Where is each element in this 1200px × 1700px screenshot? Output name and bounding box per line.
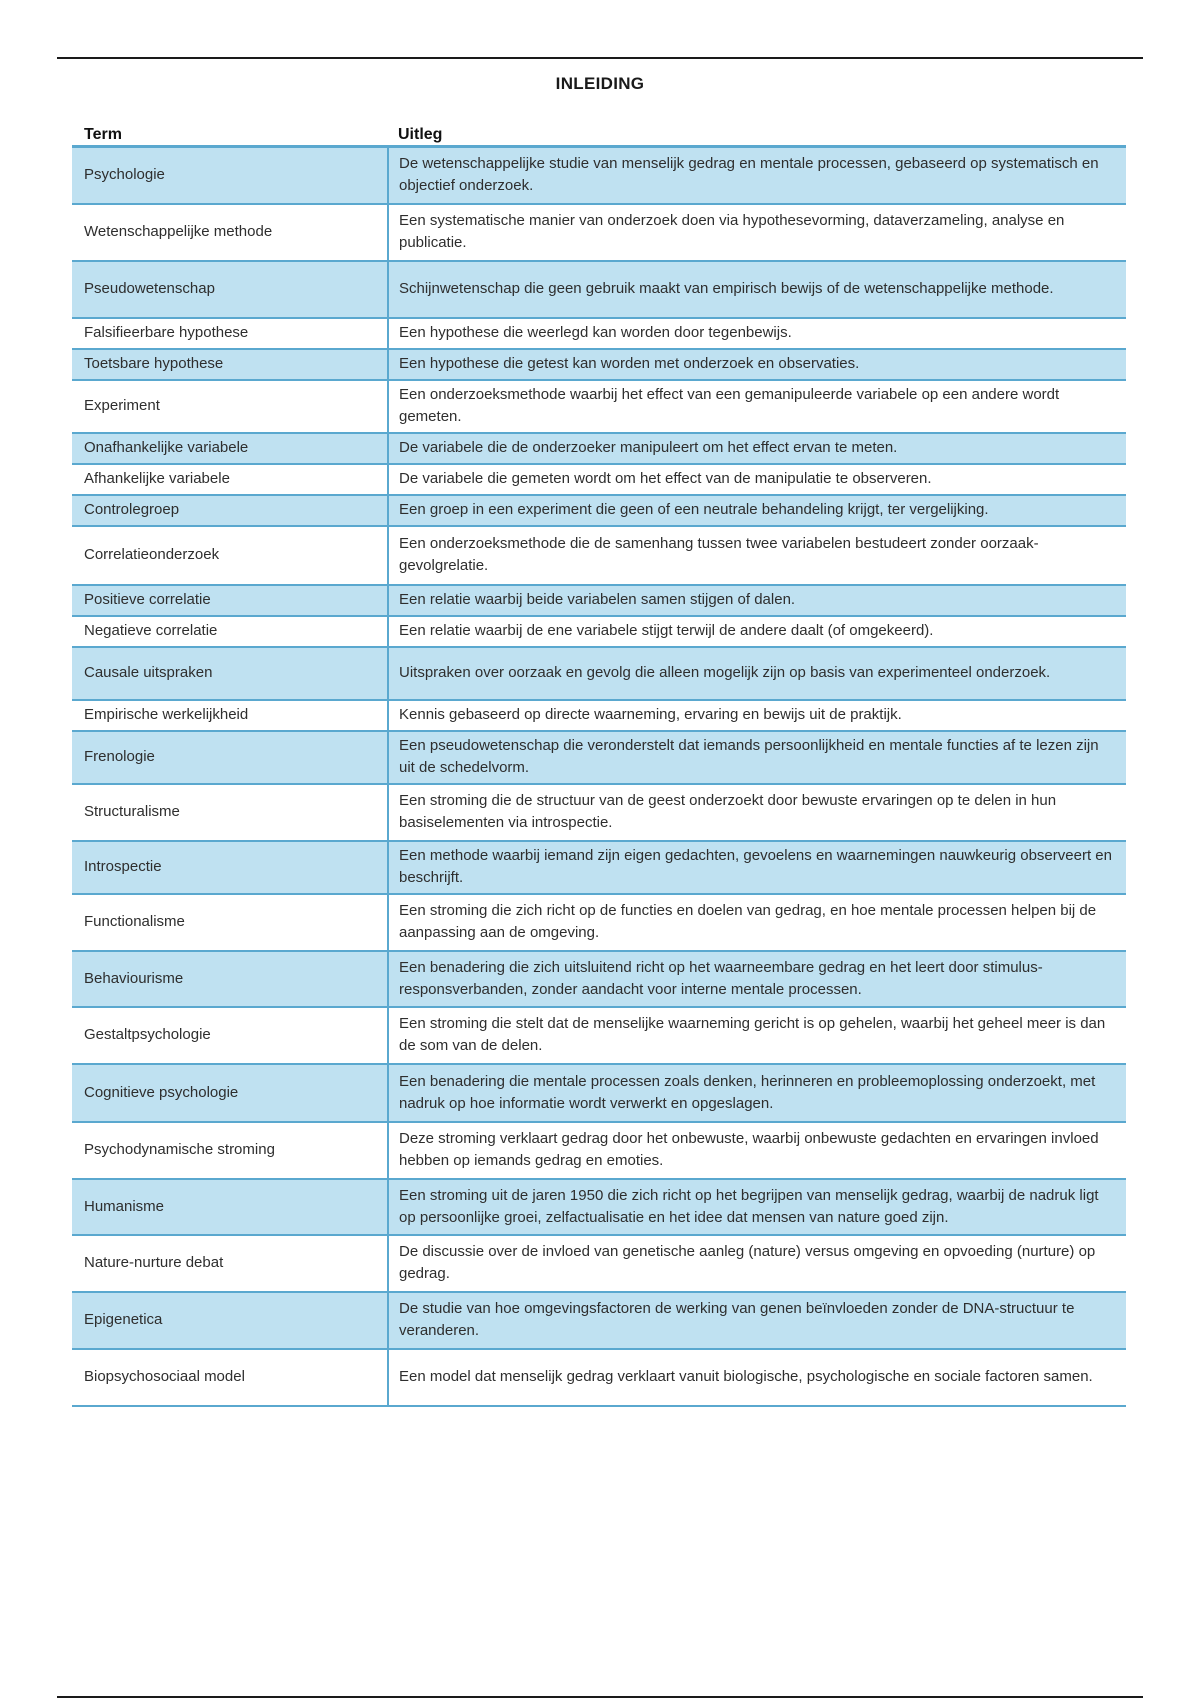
definition-cell: Een model dat menselijk gedrag verklaart vanuit biologische, psychologische en sociale factoren samen. — [388, 1349, 1126, 1406]
definition-cell: De wetenschappelijke studie van menselijk gedrag en mentale processen, gebaseerd op systematisch en objectief onderzoek. — [388, 147, 1126, 204]
definition-cell: De studie van hoe omgevingsfactoren de werking van genen beïnvloeden zonder de DNA-structuur te veranderen. — [388, 1292, 1126, 1349]
table-row — [72, 433, 1126, 464]
top-rule — [57, 57, 1143, 59]
term-cell: Causale uitspraken — [72, 647, 388, 700]
definition-cell: Een pseudowetenschap die veronderstelt dat iemands persoonlijkheid en mentale functies af te lezen zijn uit de schedelvorm. — [388, 731, 1126, 784]
table-row — [72, 349, 1126, 380]
term-cell: Structuralisme — [72, 784, 388, 841]
table-row — [72, 700, 1126, 731]
definition-cell: Een hypothese die weerlegd kan worden door tegenbewijs. — [388, 318, 1126, 349]
definition-cell: Een stroming die stelt dat de menselijke waarneming gericht is op gehelen, waarbij het geheel meer is dan de som van de delen. — [388, 1007, 1126, 1064]
term-cell: Controlegroep — [72, 495, 388, 526]
table-row — [72, 147, 1126, 204]
definition-cell: Een groep in een experiment die geen of een neutrale behandeling krijgt, ter vergelijking. — [388, 495, 1126, 526]
table-header-row — [72, 120, 1126, 147]
definition-cell: Uitspraken over oorzaak en gevolg die alleen mogelijk zijn op basis van experimenteel onderzoek. — [388, 647, 1126, 700]
table-row — [72, 841, 1126, 894]
table-row — [72, 585, 1126, 616]
definition-cell: Een methode waarbij iemand zijn eigen gedachten, gevoelens en waarnemingen nauwkeurig observeert en beschrijft. — [388, 841, 1126, 894]
definition-cell: Een benadering die mentale processen zoals denken, herinneren en probleemoplossing onderzoekt, met nadruk op hoe informatie wordt verwerkt en opgeslagen. — [388, 1064, 1126, 1122]
table-row — [72, 526, 1126, 585]
term-cell: Empirische werkelijkheid — [72, 700, 388, 731]
definition-cell: De discussie over de invloed van genetische aanleg (nature) versus omgeving en opvoeding (nurture) op gedrag. — [388, 1235, 1126, 1292]
table-row — [72, 731, 1126, 784]
bottom-rule — [57, 1696, 1143, 1698]
definition-cell: De variabele die gemeten wordt om het effect van de manipulatie te observeren. — [388, 464, 1126, 495]
table-row — [72, 1179, 1126, 1235]
definition-cell: Deze stroming verklaart gedrag door het onbewuste, waarbij onbewuste gedachten en ervaringen invloed hebben op iemands gedrag en emoties. — [388, 1122, 1126, 1179]
table-row — [72, 380, 1126, 433]
term-cell: Onafhankelijke variabele — [72, 433, 388, 464]
term-cell: Nature-nurture debat — [72, 1235, 388, 1292]
term-cell: Experiment — [72, 380, 388, 433]
definition-cell: Een benadering die zich uitsluitend richt op het waarneembare gedrag en het leert door stimulus-responsverbanden, zonder aandacht voor interne mentale processen. — [388, 951, 1126, 1007]
term-cell: Toetsbare hypothese — [72, 349, 388, 380]
table-row — [72, 318, 1126, 349]
table-row — [72, 616, 1126, 647]
term-cell: Afhankelijke variabele — [72, 464, 388, 495]
table-row — [72, 1349, 1126, 1406]
definition-cell: De variabele die de onderzoeker manipuleert om het effect ervan te meten. — [388, 433, 1126, 464]
definition-cell: Een relatie waarbij beide variabelen samen stijgen of dalen. — [388, 585, 1126, 616]
page-title: INLEIDING — [555, 74, 645, 93]
term-cell: Positieve correlatie — [72, 585, 388, 616]
term-cell: Functionalisme — [72, 894, 388, 951]
definition-cell: Een systematische manier van onderzoek doen via hypothesevorming, dataverzameling, analyse en publicatie. — [388, 204, 1126, 261]
table-row — [72, 464, 1126, 495]
definition-cell: Een stroming die zich richt op de functies en doelen van gedrag, en hoe mentale processen helpen bij de aanpassing aan de omgeving. — [388, 894, 1126, 951]
term-cell: Negatieve correlatie — [72, 616, 388, 647]
glossary-body — [72, 147, 1126, 1406]
term-cell: Frenologie — [72, 731, 388, 784]
term-cell: Cognitieve psychologie — [72, 1064, 388, 1122]
table-row — [72, 1007, 1126, 1064]
table-row — [72, 261, 1126, 318]
term-cell: Gestaltpsychologie — [72, 1007, 388, 1064]
table-row — [72, 951, 1126, 1007]
definition-cell: Een onderzoeksmethode waarbij het effect van een gemanipuleerde variabele op een andere wordt gemeten. — [388, 380, 1126, 433]
term-cell: Psychologie — [72, 147, 388, 204]
definition-cell: Schijnwetenschap die geen gebruik maakt van empirisch bewijs of de wetenschappelijke methode. — [388, 261, 1126, 318]
term-cell: Biopsychosociaal model — [72, 1349, 388, 1406]
definition-cell: Een hypothese die getest kan worden met onderzoek en observaties. — [388, 349, 1126, 380]
table-row — [72, 1122, 1126, 1179]
term-cell: Wetenschappelijke methode — [72, 204, 388, 261]
term-cell: Epigenetica — [72, 1292, 388, 1349]
term-cell: Behaviourisme — [72, 951, 388, 1007]
term-cell: Pseudowetenschap — [72, 261, 388, 318]
table-row — [72, 204, 1126, 261]
term-cell: Falsifieerbare hypothese — [72, 318, 388, 349]
table-row — [72, 1292, 1126, 1349]
term-cell: Correlatieonderzoek — [72, 526, 388, 585]
term-cell: Introspectie — [72, 841, 388, 894]
table-row — [72, 784, 1126, 841]
header-term: Term — [72, 120, 388, 147]
definition-cell: Een onderzoeksmethode die de samenhang tussen twee variabelen bestudeert zonder oorzaak-gevolgrelatie. — [388, 526, 1126, 585]
definition-cell: Een stroming die de structuur van de geest onderzoekt door bewuste ervaringen op te delen in hun basiselementen via introspectie. — [388, 784, 1126, 841]
table-row — [72, 894, 1126, 951]
glossary-table — [72, 120, 1126, 1407]
table-row — [72, 1064, 1126, 1122]
term-cell: Humanisme — [72, 1179, 388, 1235]
table-row — [72, 1235, 1126, 1292]
term-cell: Psychodynamische stroming — [72, 1122, 388, 1179]
definition-cell: Een relatie waarbij de ene variabele stijgt terwijl de andere daalt (of omgekeerd). — [388, 616, 1126, 647]
table-row — [72, 495, 1126, 526]
definition-cell: Kennis gebaseerd op directe waarneming, ervaring en bewijs uit de praktijk. — [388, 700, 1126, 731]
header-definition: Uitleg — [388, 120, 1126, 147]
definition-cell: Een stroming uit de jaren 1950 die zich richt op het begrijpen van menselijk gedrag, waarbij de nadruk ligt op persoonlijke groei, zelfactualisatie en het idee dat mensen van nature goed zijn. — [388, 1179, 1126, 1235]
table-row — [72, 647, 1126, 700]
